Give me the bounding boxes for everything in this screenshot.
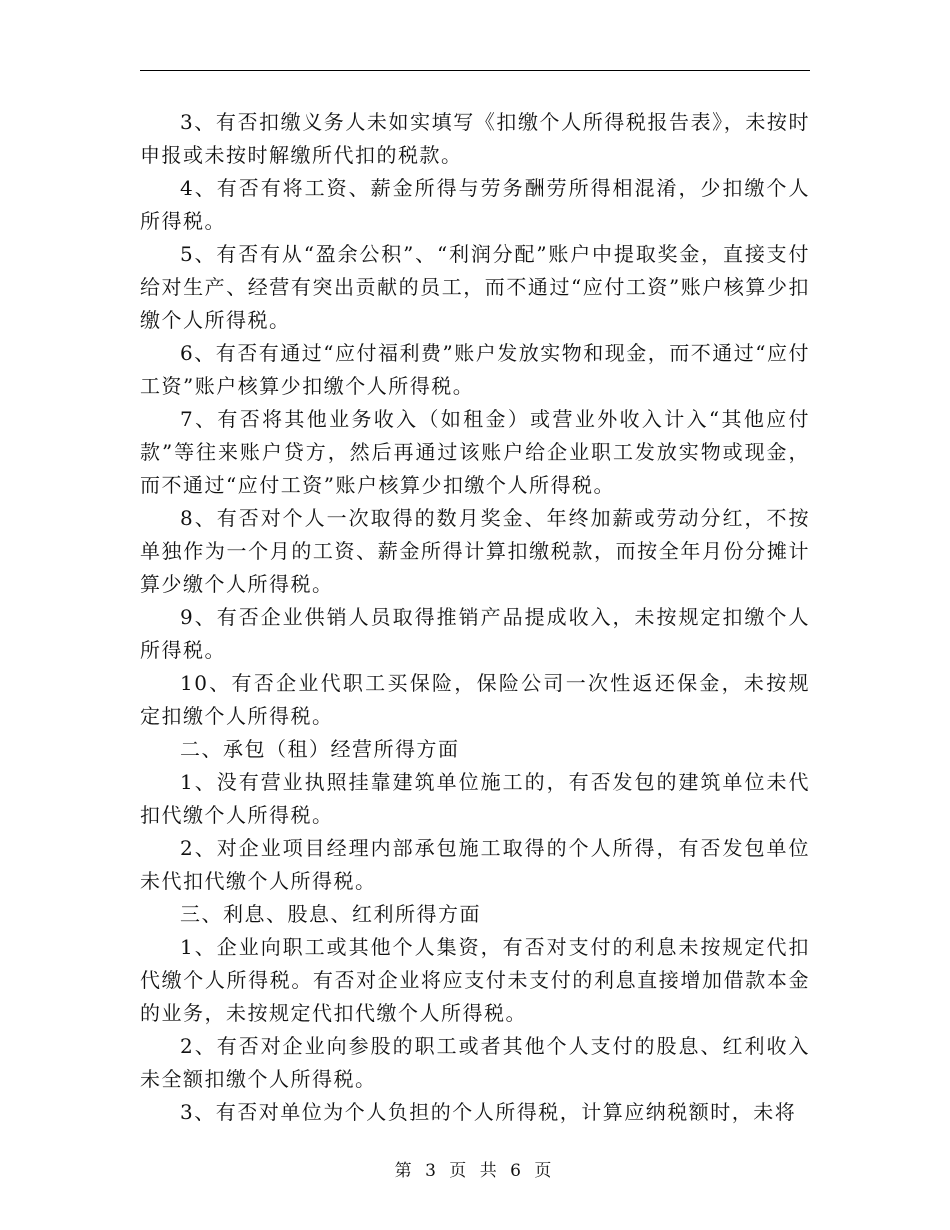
page-number-footer: 第 3 页 共 6 页: [394, 1161, 556, 1181]
paragraph: 6、有否有通过“应付福利费”账户发放实物和现金，而不通过“应付工资”账户核算少扣缴个人所得税。: [140, 341, 810, 398]
paragraph: 3、有否对单位为个人负担的个人所得税，计算应纳税额时，未将: [180, 1100, 797, 1124]
paragraph: 1、没有营业执照挂靠建筑单位施工的，有否发包的建筑单位未代扣代缴个人所得税。: [140, 770, 810, 827]
header-rule: [140, 70, 810, 71]
paragraph: 2、对企业项目经理内部承包施工取得的个人所得，有否发包单位未代扣代缴个人所得税。: [140, 836, 810, 893]
document-body: [140, 106, 810, 1129]
paragraph: 2、有否对企业向参股的职工或者其他个人支付的股息、红利收入未全额扣缴个人所得税。: [140, 1034, 810, 1091]
paragraph: 9、有否企业供销人员取得推销产品提成收入，未按规定扣缴个人所得税。: [140, 605, 810, 662]
paragraph: 7、有否将其他业务收入（如租金）或营业外收入计入“其他应付款”等往来账户贷方，然后再通过该账户给企业职工发放实物或现金，而不通过“应付工资”账户核算少扣缴个人所得税。: [140, 407, 810, 497]
paragraph: 8、有否对个人一次取得的数月奖金、年终加薪或劳动分红，不按单独作为一个月的工资、薪金所得计算扣缴税款，而按全年月份分摊计算少缴个人所得税。: [140, 506, 810, 596]
section-heading: 三、利息、股息、红利所得方面: [180, 902, 481, 926]
paragraph: 4、有否有将工资、薪金所得与劳务酬劳所得相混淆，少扣缴个人所得税。: [140, 176, 810, 233]
paragraph: 3、有否扣缴义务人未如实填写《扣缴个人所得税报告表》，未按时申报或未按时解缴所代扣的税款。: [140, 110, 810, 167]
paragraph: 5、有否有从“盈余公积”、“利润分配”账户中提取奖金，直接支付给对生产、经营有突出贡献的员工，而不通过“应付工资”账户核算少扣缴个人所得税。: [140, 242, 810, 332]
section-heading: 二、承包（租）经营所得方面: [180, 737, 460, 761]
paragraph: 1、企业向职工或其他个人集资，有否对支付的利息未按规定代扣代缴个人所得税。有否对企业将应支付未支付的利息直接增加借款本金的业务，未按规定代扣代缴个人所得税。: [140, 935, 810, 1025]
paragraph: 10、有否企业代职工买保险，保险公司一次性返还保金，未按规定扣缴个人所得税。: [140, 671, 810, 728]
